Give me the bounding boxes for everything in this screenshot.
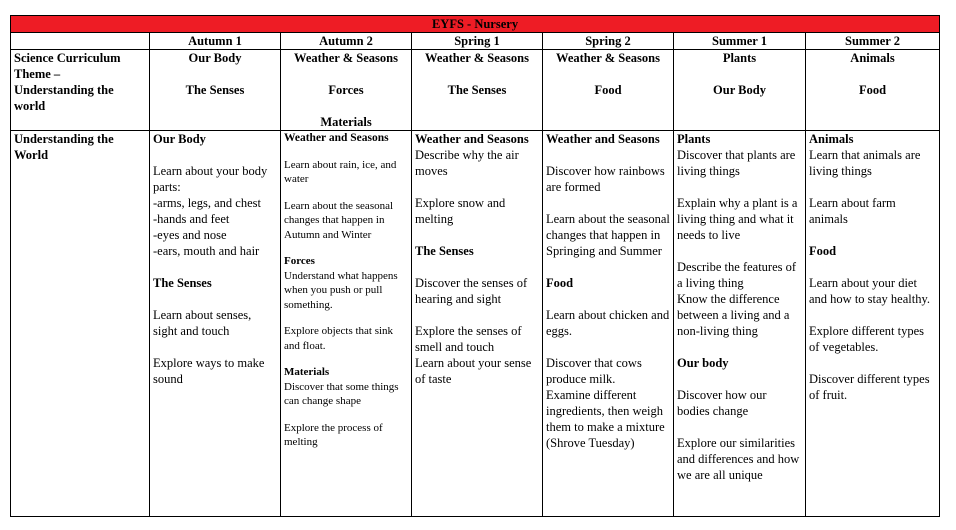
- heading-plants: Plants: [677, 132, 711, 146]
- text: Learn about farm animals: [809, 196, 896, 226]
- text: Learn about the seasonal changes that happen in Springing and Summer: [546, 212, 670, 258]
- content-row-label: Understanding the World: [11, 131, 150, 517]
- list-item: -eyes and nose: [153, 228, 227, 242]
- text: Learn about chicken and eggs.: [546, 308, 670, 338]
- title-row: [11, 16, 940, 33]
- term-header-spring-2: Spring 2: [543, 33, 674, 50]
- theme-row: [11, 50, 940, 131]
- text: Learn about the seasonal changes that happen in Autumn and Winter: [284, 199, 394, 241]
- content-summer-2: [806, 131, 940, 517]
- heading-weather-and-seasons: Weather and Seasons: [415, 132, 529, 146]
- heading-the-senses: The Senses: [153, 276, 212, 290]
- text: Explain why a plant is a living thing and what it needs to live: [677, 196, 798, 242]
- content-autumn-2: [281, 131, 412, 517]
- content-spring-2: [543, 131, 674, 517]
- heading-forces: Forces: [284, 255, 315, 267]
- theme-autumn-1: Our Body The Senses: [150, 50, 281, 131]
- text: Discover that some things can change shape: [284, 380, 399, 407]
- term-header-summer-1: Summer 1: [674, 33, 806, 50]
- curriculum-table: [10, 15, 940, 517]
- term-header-summer-2: Summer 2: [806, 33, 940, 50]
- text: Describe why the air moves: [415, 148, 519, 178]
- theme-autumn-2: Weather & Seasons Forces Materials: [281, 50, 412, 131]
- text: Explore different types of vegetables.: [809, 324, 925, 354]
- text: Explore snow and melting: [415, 196, 506, 226]
- text: Learn about your diet and how to stay healthy.: [809, 276, 931, 306]
- theme-spring-1: Weather & Seasons The Senses: [412, 50, 543, 131]
- table-title: EYFS - Nursery: [11, 16, 940, 33]
- text: Explore ways to make sound: [153, 356, 265, 386]
- theme-summer-1: Plants Our Body: [674, 50, 806, 131]
- heading-our-body: Our body: [677, 356, 729, 370]
- list-item: -ears, mouth and hair: [153, 244, 260, 258]
- theme-spring-2: Weather & Seasons Food: [543, 50, 674, 131]
- text: Explore the process of melting: [284, 421, 383, 448]
- text: Explore objects that sink and float.: [284, 325, 394, 352]
- heading-animals: Animals: [809, 132, 854, 146]
- heading-weather-and-seasons: Weather and Seasons: [546, 132, 660, 146]
- text: Explore our similarities and differences and how we are all unique: [677, 436, 800, 482]
- text: Discover the senses of hearing and sight: [415, 276, 528, 306]
- content-row: [11, 131, 940, 517]
- text: Learn about rain, ice, and water: [284, 158, 397, 185]
- text: Discover how rainbows are formed: [546, 164, 665, 194]
- text: Discover different types of fruit.: [809, 372, 930, 402]
- term-header-autumn-1: Autumn 1: [150, 33, 281, 50]
- text: Learn about your sense of taste: [415, 356, 532, 386]
- text: Know the difference between a living and a non-living thing: [677, 292, 790, 338]
- text: Learn about senses, sight and touch: [153, 308, 252, 338]
- text: Discover that plants are living things: [677, 148, 796, 178]
- text: Describe the features of a living thing: [677, 260, 797, 290]
- heading-food: Food: [546, 276, 574, 290]
- term-header-row: [11, 33, 940, 50]
- heading-the-senses: The Senses: [415, 244, 474, 258]
- text: Understand what happens when you push or pull something.: [284, 269, 398, 311]
- text: Learn about your body parts:: [153, 164, 268, 194]
- term-header-autumn-2: Autumn 2: [281, 33, 412, 50]
- heading-our-body: Our Body: [153, 132, 206, 146]
- theme-row-label: Science Curriculum Theme – Understanding the world: [11, 50, 150, 131]
- heading-weather-and-seasons: Weather and Seasons: [284, 132, 389, 144]
- text: Learn that animals are living things: [809, 148, 921, 178]
- heading-materials: Materials: [284, 366, 330, 378]
- term-header-empty: [11, 33, 150, 50]
- text: Explore the senses of smell and touch: [415, 324, 522, 354]
- content-spring-1: [412, 131, 543, 517]
- text: Discover that cows produce milk.: [546, 356, 642, 386]
- text: Examine different ingredients, then weigh them to make a mixture (Shrove Tuesday): [546, 388, 665, 450]
- content-autumn-1: [150, 131, 281, 517]
- heading-food: Food: [809, 244, 837, 258]
- list-item: -hands and feet: [153, 212, 230, 226]
- term-header-spring-1: Spring 1: [412, 33, 543, 50]
- content-summer-1: [674, 131, 806, 517]
- text: Discover how our bodies change: [677, 388, 767, 418]
- theme-summer-2: Animals Food: [806, 50, 940, 131]
- list-item: -arms, legs, and chest: [153, 196, 261, 210]
